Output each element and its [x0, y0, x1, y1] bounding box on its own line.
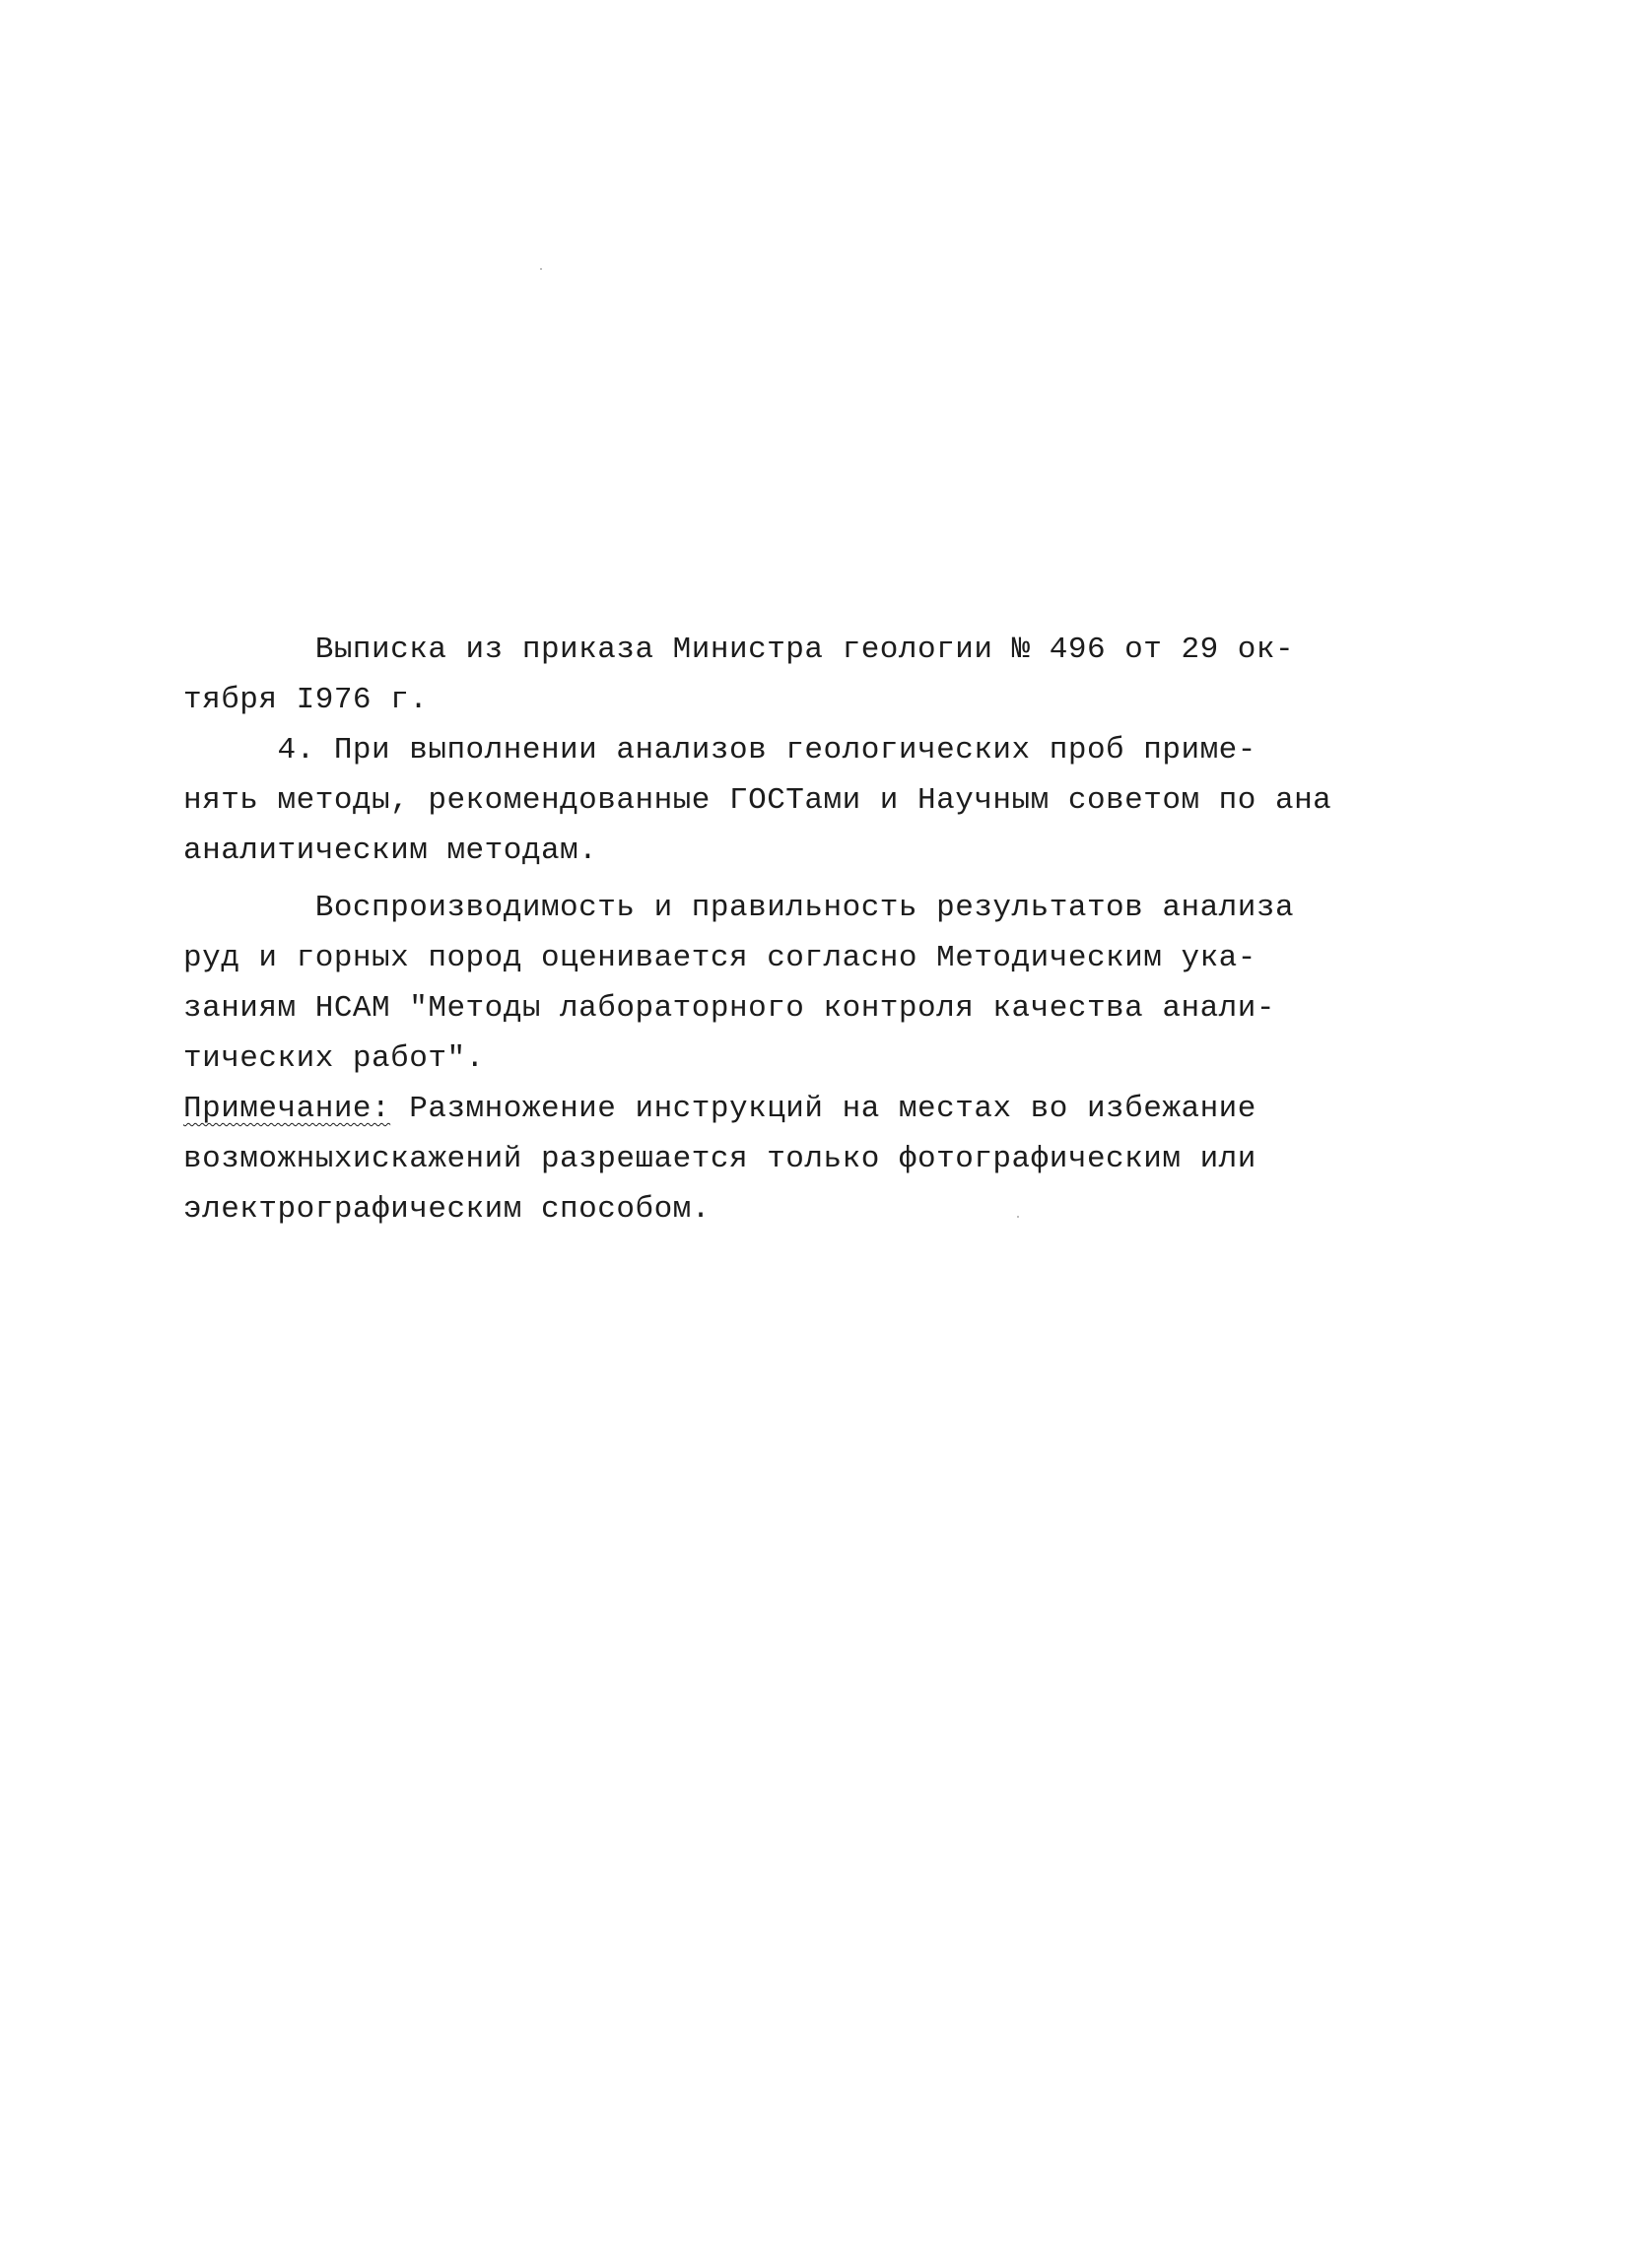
text-line-4: нять методы, рекомендованные ГОСТами и Научным советом по ана	[183, 783, 1332, 818]
text-line-6: Воспроизводимость и правильность результатов анализа	[183, 891, 1295, 925]
text-line-3: 4. При выполнении анализов геологических проб приме-	[183, 733, 1256, 767]
text-line-12: возможныхискажений разрешается только фотографическим или	[183, 1142, 1256, 1176]
text-line-1: Выписка из приказа Министра геологии № 496 от 29 ок-	[183, 633, 1295, 667]
paper-speck	[540, 268, 542, 270]
text-line-7: руд и горных пород оценивается согласно Методическим ука-	[183, 941, 1256, 975]
text-line-2: тября I976 г.	[183, 683, 429, 717]
text-line-13: электрографическим способом.	[183, 1192, 711, 1227]
note-line	[183, 1094, 1256, 1124]
paper-speck	[1017, 1216, 1019, 1218]
note-text: Размножение инструкций на местах во избежание	[390, 1092, 1256, 1126]
note-label: Примечание:	[183, 1092, 391, 1126]
text-line-8: заниям НСАМ "Методы лабораторного контроля качества анали-	[183, 991, 1275, 1026]
text-line-9: тических работ".	[183, 1041, 485, 1076]
text-line-5: аналитическим методам.	[183, 834, 598, 868]
